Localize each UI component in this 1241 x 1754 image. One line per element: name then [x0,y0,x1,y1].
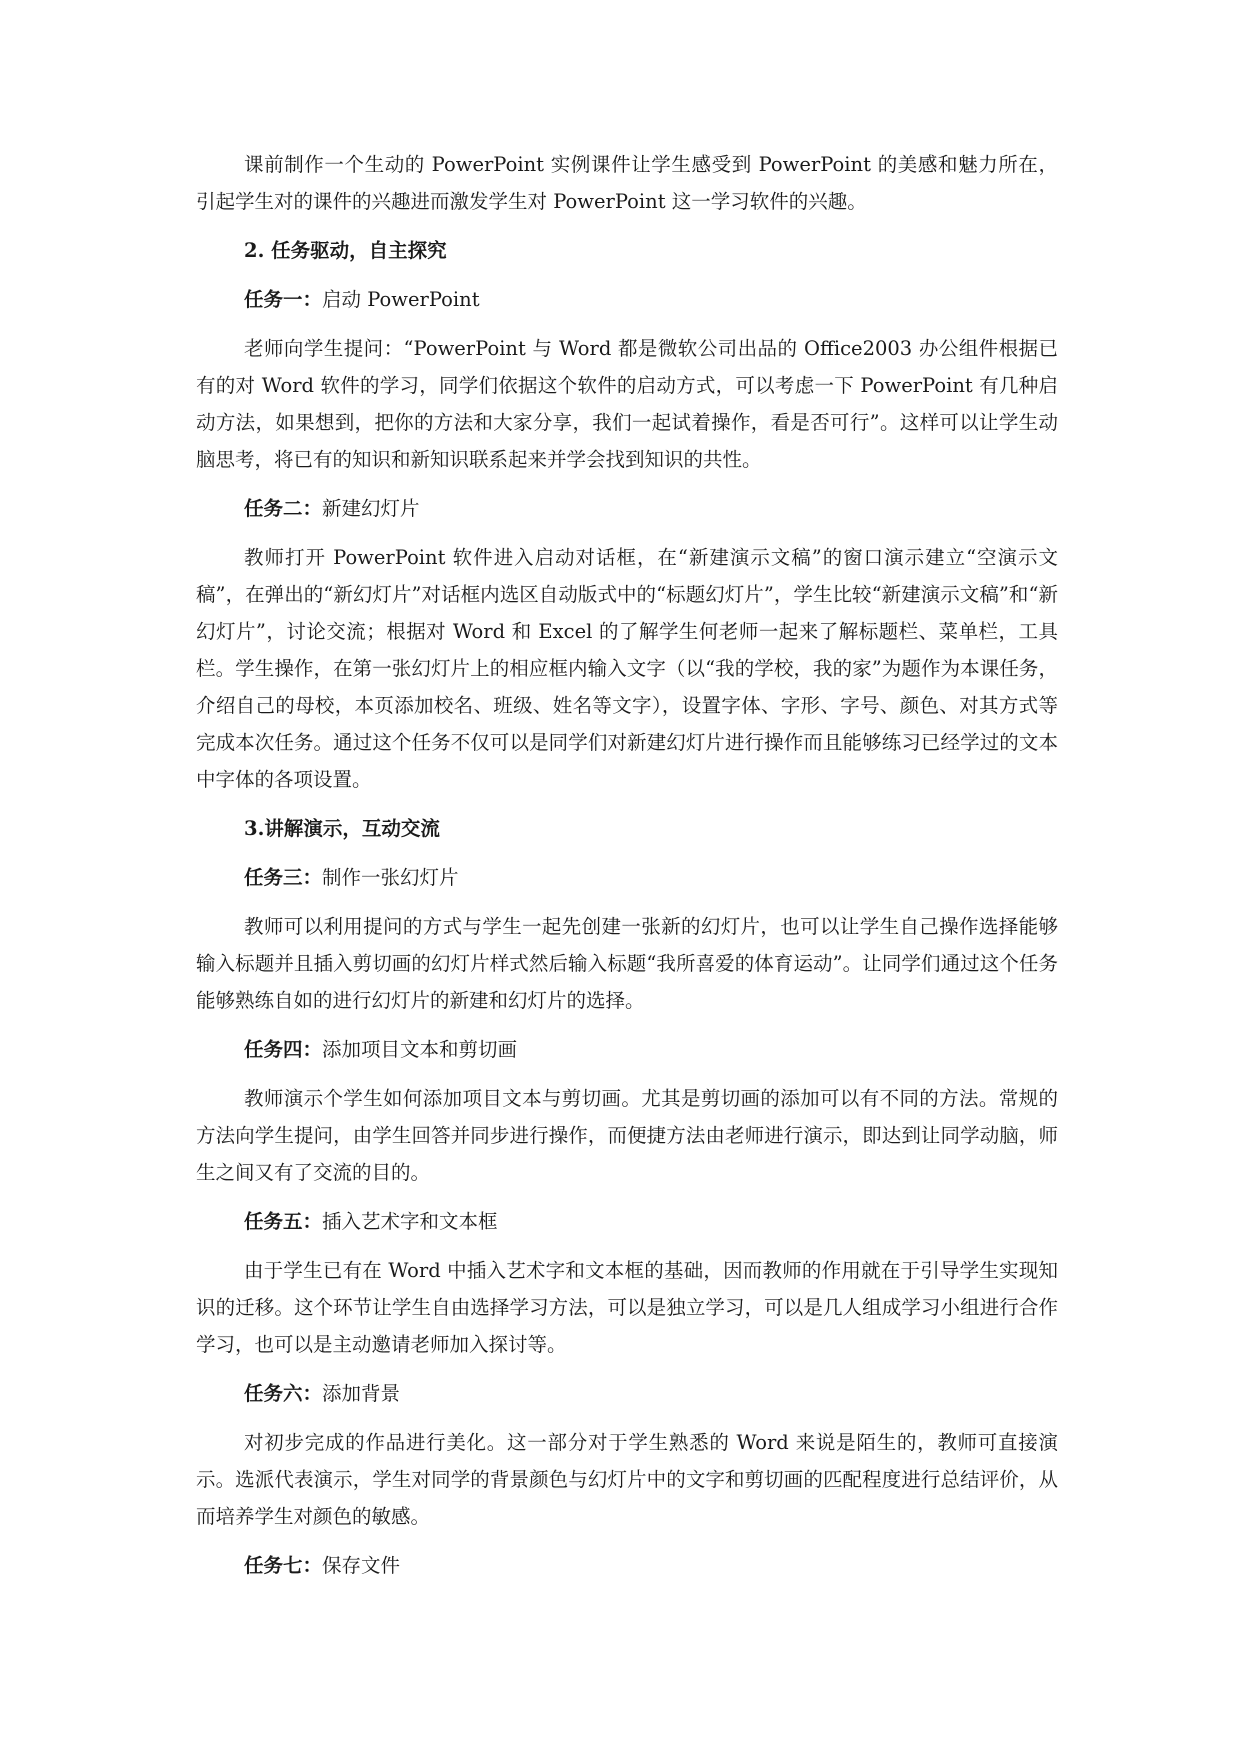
task-1-title: 启动 PowerPoint [322,288,480,311]
intro-paragraph: 课前制作一个生动的 PowerPoint 实例课件让学生感受到 PowerPoint 的美感和魅力所在，引起学生对的课件的兴趣进而激发学生对 PowerPoint 这一学习软件的兴趣。 [196,153,1058,213]
task-3-heading [196,859,1058,896]
task-3-body: 教师可以利用提问的方式与学生一起先创建一张新的幻灯片，也可以让学生自己操作选择能够输入标题并且插入剪切画的幻灯片样式然后输入标题“我所喜爱的体育运动”。让同学们通过这个任务能够熟练自如的进行幻灯片的新建和幻灯片的选择。 [196,915,1058,1012]
task-3-title: 制作一张幻灯片 [322,866,459,889]
task-4-label: 任务四： [244,1038,323,1061]
task-4-body: 教师演示个学生如何添加项目文本与剪切画。尤其是剪切画的添加可以有不同的方法。常规的方法向学生提问，由学生回答并同步进行操作，而便捷方法由老师进行演示，即达到让同学动脑，师生之间又有了交流的目的。 [196,1087,1058,1184]
task-1-heading [196,281,1058,318]
task-2-heading [196,490,1058,527]
task-1-label: 任务一： [244,288,323,311]
document-page [196,146,1058,1596]
task-7-heading [196,1547,1058,1584]
task-5-title: 插入艺术字和文本框 [322,1210,498,1233]
task-6-label: 任务六： [244,1382,323,1405]
task-6-body: 对初步完成的作品进行美化。这一部分对于学生熟悉的 Word 来说是陌生的，教师可直接演示。选派代表演示，学生对同学的背景颜色与幻灯片中的文字和剪切画的匹配程度进行总结评价，从而培养学生对颜色的敏感。 [196,1431,1058,1528]
task-5-body: 由于学生已有在 Word 中插入艺术字和文本框的基础，因而教师的作用就在于引导学生实现知识的迁移。这个环节让学生自由选择学习方法，可以是独立学习，可以是几人组成学习小组进行合作学习，也可以是主动邀请老师加入探讨等。 [196,1259,1058,1356]
section-3-heading: 3.讲解演示，互动交流 [244,817,440,840]
task-4-heading [196,1031,1058,1068]
task-2-title: 新建幻灯片 [322,497,420,520]
task-6-title: 添加背景 [322,1382,401,1405]
task-7-label: 任务七： [244,1554,323,1577]
task-1-body: 老师向学生提问：“PowerPoint 与 Word 都是微软公司出品的 Office2003 办公组件根据已有的对 Word 软件的学习，同学们依据这个软件的启动方式，可以考虑一下 PowerPoint 有几种启动方法，如果想到，把你的方法和大家分享，我们一起试着操作，看是否可行”。这样可以让学生动脑思考，将已有的知识和新知识联系起来并学会找到知识的共性。 [196,337,1058,471]
task-7-title: 保存文件 [322,1554,401,1577]
task-5-label: 任务五： [244,1210,323,1233]
task-6-heading [196,1375,1058,1412]
task-5-heading [196,1203,1058,1240]
task-3-label: 任务三： [244,866,323,889]
task-4-title: 添加项目文本和剪切画 [322,1038,518,1061]
task-2-label: 任务二： [244,497,323,520]
section-2-heading: 2. 任务驱动，自主探究 [244,239,447,262]
task-2-body: 教师打开 PowerPoint 软件进入启动对话框，在“新建演示文稿”的窗口演示建立“空演示文稿”，在弹出的“新幻灯片”对话框内选区自动版式中的“标题幻灯片”，学生比较“新建演示文稿”和“新幻灯片”，讨论交流；根据对 Word 和 Excel 的了解学生何老师一起来了解标题栏、菜单栏，工具栏。学生操作，在第一张幻灯片上的相应框内输入文字（以“我的学校，我的家”为题作为本课任务，介绍自己的母校，本页添加校名、班级、姓名等文字），设置字体、字形、字号、颜色、对其方式等完成本次任务。通过这个任务不仅可以是同学们对新建幻灯片进行操作而且能够练习已经学过的文本中字体的各项设置。 [196,546,1058,791]
